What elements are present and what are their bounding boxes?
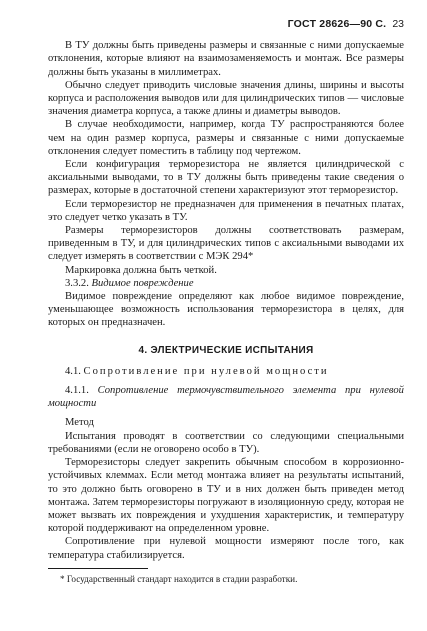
paragraph: Сопротивление при нулевой мощности измеряют после того, как температура стабилизируется. xyxy=(48,536,404,561)
section-heading: 4. ЭЛЕКТРИЧЕСКИЕ ИСПЫТАНИЯ xyxy=(138,344,314,356)
subsection-title: Сопротивление при нулевой мощности xyxy=(83,365,329,377)
method-label: Метод xyxy=(65,417,94,429)
subsection-heading xyxy=(48,365,404,378)
paragraph: В случае необходимости, например, когда ТУ распространяются более чем на один размер корпуса, размеры и связанные с ними допускаемые отклонения следует поместить в таблицу под чертежом. xyxy=(48,119,404,157)
footnote-divider xyxy=(48,568,148,569)
paragraph: В ТУ должны быть приведены размеры и связанные с ними допускаемые отклонения, которые влияют на взаимозаменяемость и монтаж. Все размеры должны быть указаны в миллиметрах. xyxy=(48,40,404,78)
subsection-number: 4.1. xyxy=(65,365,81,377)
clause-heading xyxy=(48,277,404,290)
paragraph: Испытания проводят в соответствии со следующими специальными требованиями (если не оговорено особо в ТУ). xyxy=(48,430,404,455)
paragraph: Если конфигурация терморезистора не является цилиндрической с аксиальными выводами, то в ТУ должны быть приведены такие сведения о размерах, которые в достаточной степени характеризуют этот терморезистор. xyxy=(48,159,404,197)
clause-title: Видимое повреждение xyxy=(91,277,194,289)
page-header xyxy=(48,18,404,31)
subsubsection-heading xyxy=(48,384,404,410)
standard-designation: ГОСТ 28626—90 С. xyxy=(287,18,387,30)
footnote: * Государственный стандарт находится в стадии разработки. xyxy=(60,573,298,584)
paragraph: Размеры терморезисторов должны соответствовать размерам, приведенным в ТУ, и для цилиндрических типов с аксиальными выводами их следует измерять в соответствии с МЭК 294* xyxy=(48,225,404,263)
paragraph: Обычно следует приводить числовые значения длины, ширины и высоты корпуса и расположения выводов или для цилиндрических типов — числовые значения диаметра корпуса, а также длины и диаметры выводов. xyxy=(48,79,404,118)
paragraph: Видимое повреждение определяют как любое видимое повреждение, уменьшающее возможность использования терморезистора в целях, для которых он предназначен. xyxy=(48,291,404,329)
paragraph: Терморезисторы следует закрепить обычным способом в коррозионно-устойчивых клеммах. Если метод монтажа влияет на результаты испытаний, то это должно быть оговорено в ТУ и в них должен быть приведен метод монтажа. Затем терморезисторы погружают в изоляционную среду, которая не может вызвать их повреждения и ухудшения характеристик, и температуру которой поддерживают на определенном уровне. xyxy=(48,457,404,535)
document-page xyxy=(48,18,404,585)
paragraph: Маркировка должна быть четкой. xyxy=(65,264,217,276)
subsubsection-number: 4.1.1. xyxy=(65,385,89,397)
page-number: 23 xyxy=(392,18,404,30)
paragraph: Если терморезистор не предназначен для применения в печатных платах, это следует четко указать в ТУ. xyxy=(48,198,404,223)
subsubsection-title: Сопротивление термочувствительного элемента при нулевой мощности xyxy=(48,385,404,410)
clause-number: 3.3.2. xyxy=(65,277,89,289)
